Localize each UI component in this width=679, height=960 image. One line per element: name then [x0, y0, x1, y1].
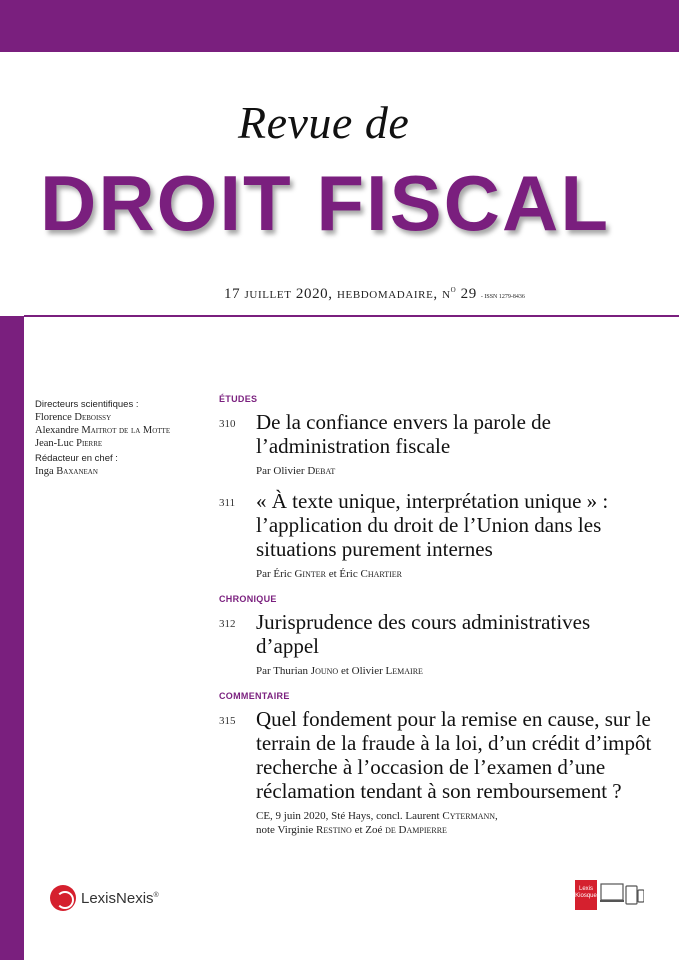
lexisnexis-logo-icon	[50, 885, 76, 911]
publisher-logo	[50, 885, 159, 911]
director-1: Florence Deboissy	[35, 412, 112, 423]
entry-number: 315	[219, 715, 236, 727]
toc-entry-311[interactable]	[219, 489, 659, 581]
table-of-contents	[219, 394, 659, 837]
entry-author: Par Thurian Jouno et Olivier Lemaire	[256, 665, 423, 677]
toc-entry-315[interactable]	[219, 707, 659, 837]
editorial-board	[35, 398, 215, 478]
entry-title: Jurisprudence des cours administratives d’appel	[256, 610, 591, 658]
entry-number: 311	[219, 497, 236, 509]
entry-title: « À texte unique, interprétation unique » : l’application du droit de l’Union dans les situations purement internes	[256, 489, 609, 561]
digital-badges	[575, 880, 644, 910]
entry-number: 312	[219, 618, 236, 630]
journal-title: DROIT FISCAL	[40, 159, 610, 247]
issue-line	[224, 284, 525, 303]
entry-reference: CE, 9 juin 2020, Sté Hays, concl. Laurent Cytermann, note Virginie Restino et Zoé de Dampierre	[256, 810, 498, 836]
section-commentaire: COMMENTAIRE	[219, 691, 290, 701]
issue-number: 29	[456, 286, 477, 302]
toc-entry-312[interactable]	[219, 610, 659, 678]
chief-editor-label: Rédacteur en chef :	[35, 453, 118, 464]
issue-date: 17 juillet 2020, hebdomadaire, n	[224, 286, 451, 302]
entry-author: Par Olivier Debat	[256, 465, 336, 477]
publisher-name: LexisNexis®	[81, 889, 159, 907]
entry-title: Quel fondement pour la remise en cause, sur le terrain de la fraude à la loi, d’un crédit d’impôt recherche à l’occasion de l’examen d’une réclamation tendant à son remboursement ?	[256, 707, 652, 803]
director-2: Alexandre Maitrot de la Motte	[35, 425, 171, 436]
issue-number-sup: o	[450, 284, 457, 295]
entry-number: 310	[219, 418, 236, 430]
devices-icon	[600, 880, 644, 910]
issn: - ISSN 1279-8436	[480, 294, 525, 300]
section-etudes: ÉTUDES	[219, 394, 258, 404]
left-color-band	[0, 316, 24, 960]
entry-title: De la confiance envers la parole de l’administration fiscale	[256, 410, 552, 458]
toc-entry-310[interactable]	[219, 410, 659, 478]
directors-label: Directeurs scientifiques :	[35, 399, 139, 410]
top-color-band	[0, 0, 679, 52]
chief-editor: Inga Baxanean	[35, 466, 98, 477]
entry-author: Par Éric Ginter et Éric Chartier	[256, 568, 403, 580]
header-divider	[24, 315, 679, 317]
section-chronique: CHRONIQUE	[219, 594, 277, 604]
lexis-kiosque-badge: Lexis Kiosque	[575, 880, 597, 910]
journal-title-prefix: Revue de	[238, 97, 410, 148]
director-3: Jean-Luc Pierre	[35, 438, 103, 449]
